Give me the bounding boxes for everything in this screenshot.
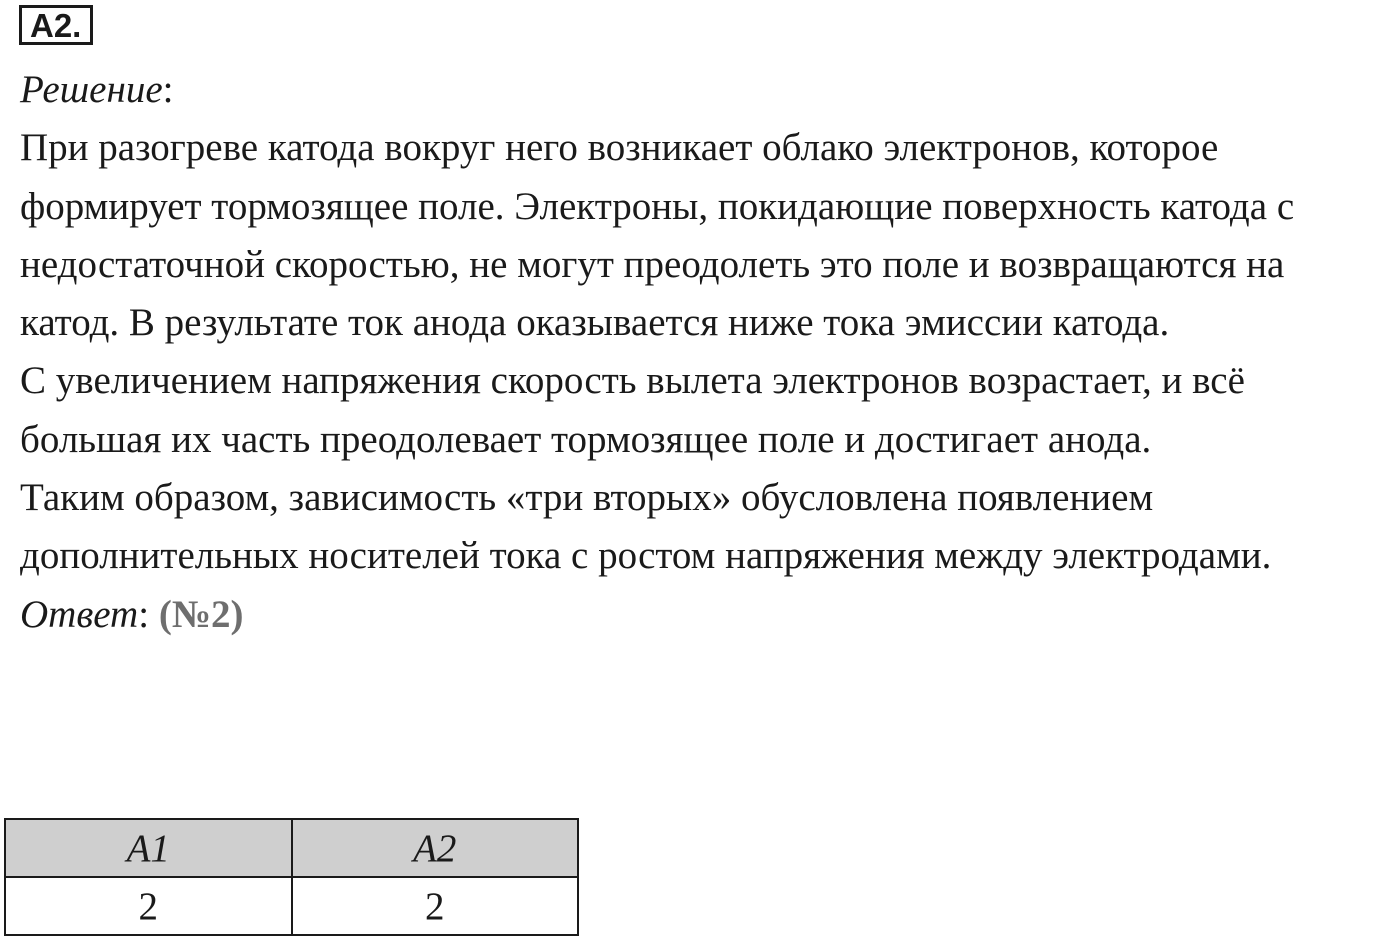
solution-heading: Решение <box>20 68 163 111</box>
answer-value: (№2) <box>158 592 244 636</box>
solution-line: катод. В результате ток анода оказывается ниже тока эмиссии катода. <box>20 301 1170 345</box>
solution-line: недостаточной скоростью, не могут преодолеть это поле и возвращаются на <box>20 242 1285 286</box>
results-header-row <box>5 819 578 877</box>
results-header-cell: А2 <box>292 819 579 877</box>
solution-heading-colon: : <box>162 68 174 111</box>
solution-line: формирует тормозящее поле. Электроны, покидающие поверхность катода с <box>20 184 1295 228</box>
answer-colon: : <box>138 592 159 636</box>
solution-line: дополнительных носителей тока с ростом напряжения между электродами. <box>20 534 1272 578</box>
task-number-label: А2. <box>19 5 93 45</box>
answer-label: Ответ <box>20 592 139 636</box>
results-value-cell: 2 <box>292 877 579 935</box>
solution-line: С увеличением напряжения скорость вылета электронов возрастает, и всё <box>20 359 1245 403</box>
results-value-cell: 2 <box>5 877 292 935</box>
solution-line: большая их часть преодолевает тормозящее поле и достигает анода. <box>20 417 1152 461</box>
solution-block <box>20 61 1400 644</box>
solution-heading-line <box>20 61 1400 119</box>
results-table <box>4 818 579 936</box>
solution-line: При разогреве катода вокруг него возникает облако электронов, которое <box>20 126 1219 170</box>
answer-line <box>20 586 1400 644</box>
results-value-row <box>5 877 578 935</box>
solution-line: Таким образом, зависимость «три вторых» обусловлена появлением <box>20 476 1154 520</box>
results-header-cell: А1 <box>5 819 292 877</box>
